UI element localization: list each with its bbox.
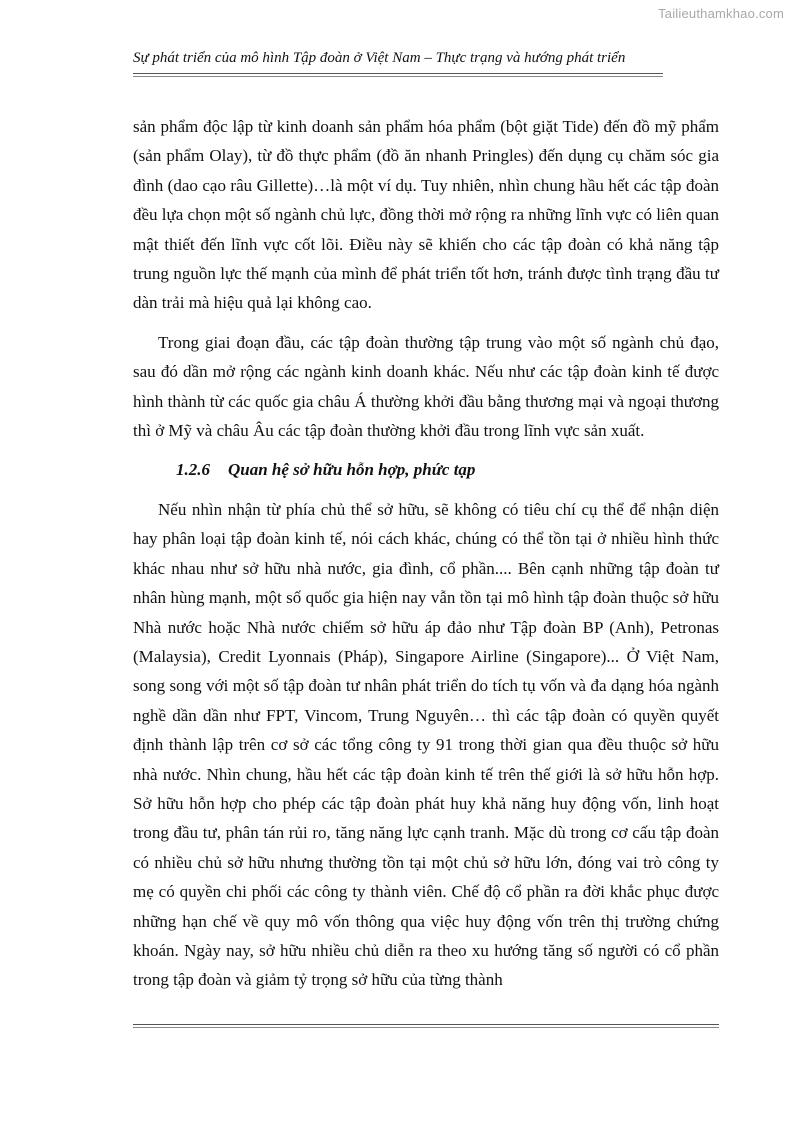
paragraph-early-stage: Trong giai đoạn đầu, các tập đoàn thường tập trung vào một số ngành chủ đạo, sau đó dần mở rộng các ngành kinh doanh khác. Nếu như các tập đoàn kinh tế được hình thành từ các quốc gia châu Á thường khởi đầu bằng thương mại và ngoại thương thì ở Mỹ và châu Âu các tập đoàn thường khởi đầu trong lĩnh vực sản xuất. xyxy=(133,332,719,441)
section-heading xyxy=(176,455,719,484)
footer-divider xyxy=(133,1024,719,1028)
watermark: Tailieuthamkhao.com xyxy=(658,6,784,21)
page-body xyxy=(133,112,719,1005)
header-divider xyxy=(133,73,663,77)
running-header: Sự phát triển của mô hình Tập đoàn ở Việt Nam – Thực trạng và hướng phát triển xyxy=(133,50,626,66)
paragraph-mixed-ownership: Nếu nhìn nhận từ phía chủ thể sở hữu, sẽ không có tiêu chí cụ thể để nhận diện hay phân loại tập đoàn kinh tế, nói cách khác, chúng có thể tồn tại ở nhiều hình thức khác nhau như sở hữu nhà nước, gia đình, cổ phần.... Bên cạnh những tập đoàn tư nhân hùng mạnh, một số quốc gia hiện nay vẫn tồn tại mô hình tập đoàn thuộc sở hữu Nhà nước hoặc Nhà nước chiếm sở hữu áp đảo như Tập đoàn BP (Anh), Petronas (Malaysia), Credit Lyonnais (Pháp), Singapore Airline (Singapore)... Ở Việt Nam, song song với một số tập đoàn tư nhân phát triển do tích tụ vốn và đa dạng hóa ngành nghề dần dần như FPT, Vincom, Trung Nguyên… thì các tập đoàn có quyền quyết định thành lập trên cơ sở các tổng công ty 91 trong thời gian qua đều thuộc sở hữu nhà nước. Nhìn chung, hầu hết các tập đoàn kinh tế trên thế giới là sở hữu hỗn hợp. Sở hữu hỗn hợp cho phép các tập đoàn phát huy khả năng huy động vốn, linh hoạt trong đầu tư, phân tán rủi ro, tăng năng lực cạnh tranh. Mặc dù trong cơ cấu tập đoàn có nhiều chủ sở hữu nhưng thường tồn tại một chủ sở hữu lớn, đóng vai trò công ty mẹ có quyền chi phối các công ty thành viên. Chế độ cổ phần ra đời khắc phục được những hạn chế về quy mô vốn thông qua việc huy động vốn trên thị trường chứng khoán. Ngày nay, sở hữu nhiều chủ diễn ra theo xu hướng tăng số người có cổ phần trong tập đoàn và giảm tỷ trọng sở hữu của từng thành xyxy=(133,499,719,990)
section-title: Quan hệ sở hữu hỗn hợp, phức tạp xyxy=(228,460,476,480)
paragraph-continuation: sản phẩm độc lập từ kinh doanh sản phẩm hóa phẩm (bột giặt Tide) đến đồ mỹ phẩm (sản phẩm Olay), từ đồ thực phẩm (đồ ăn nhanh Pringles) đến dụng cụ chăm sóc gia đình (dao cạo râu Gillette)…là một ví dụ. Tuy nhiên, nhìn chung hầu hết các tập đoàn đều lựa chọn một số ngành chủ lực, đồng thời mở rộng ra những lĩnh vực có liên quan mật thiết đến lĩnh vực cốt lõi. Điều này sẽ khiến cho các tập đoàn có khả năng tập trung nguồn lực thế mạnh của mình để phát triển tốt hơn, tránh được tình trạng đầu tư dàn trải mà hiệu quả lại không cao. xyxy=(133,117,719,313)
section-number: 1.2.6 xyxy=(176,460,210,480)
